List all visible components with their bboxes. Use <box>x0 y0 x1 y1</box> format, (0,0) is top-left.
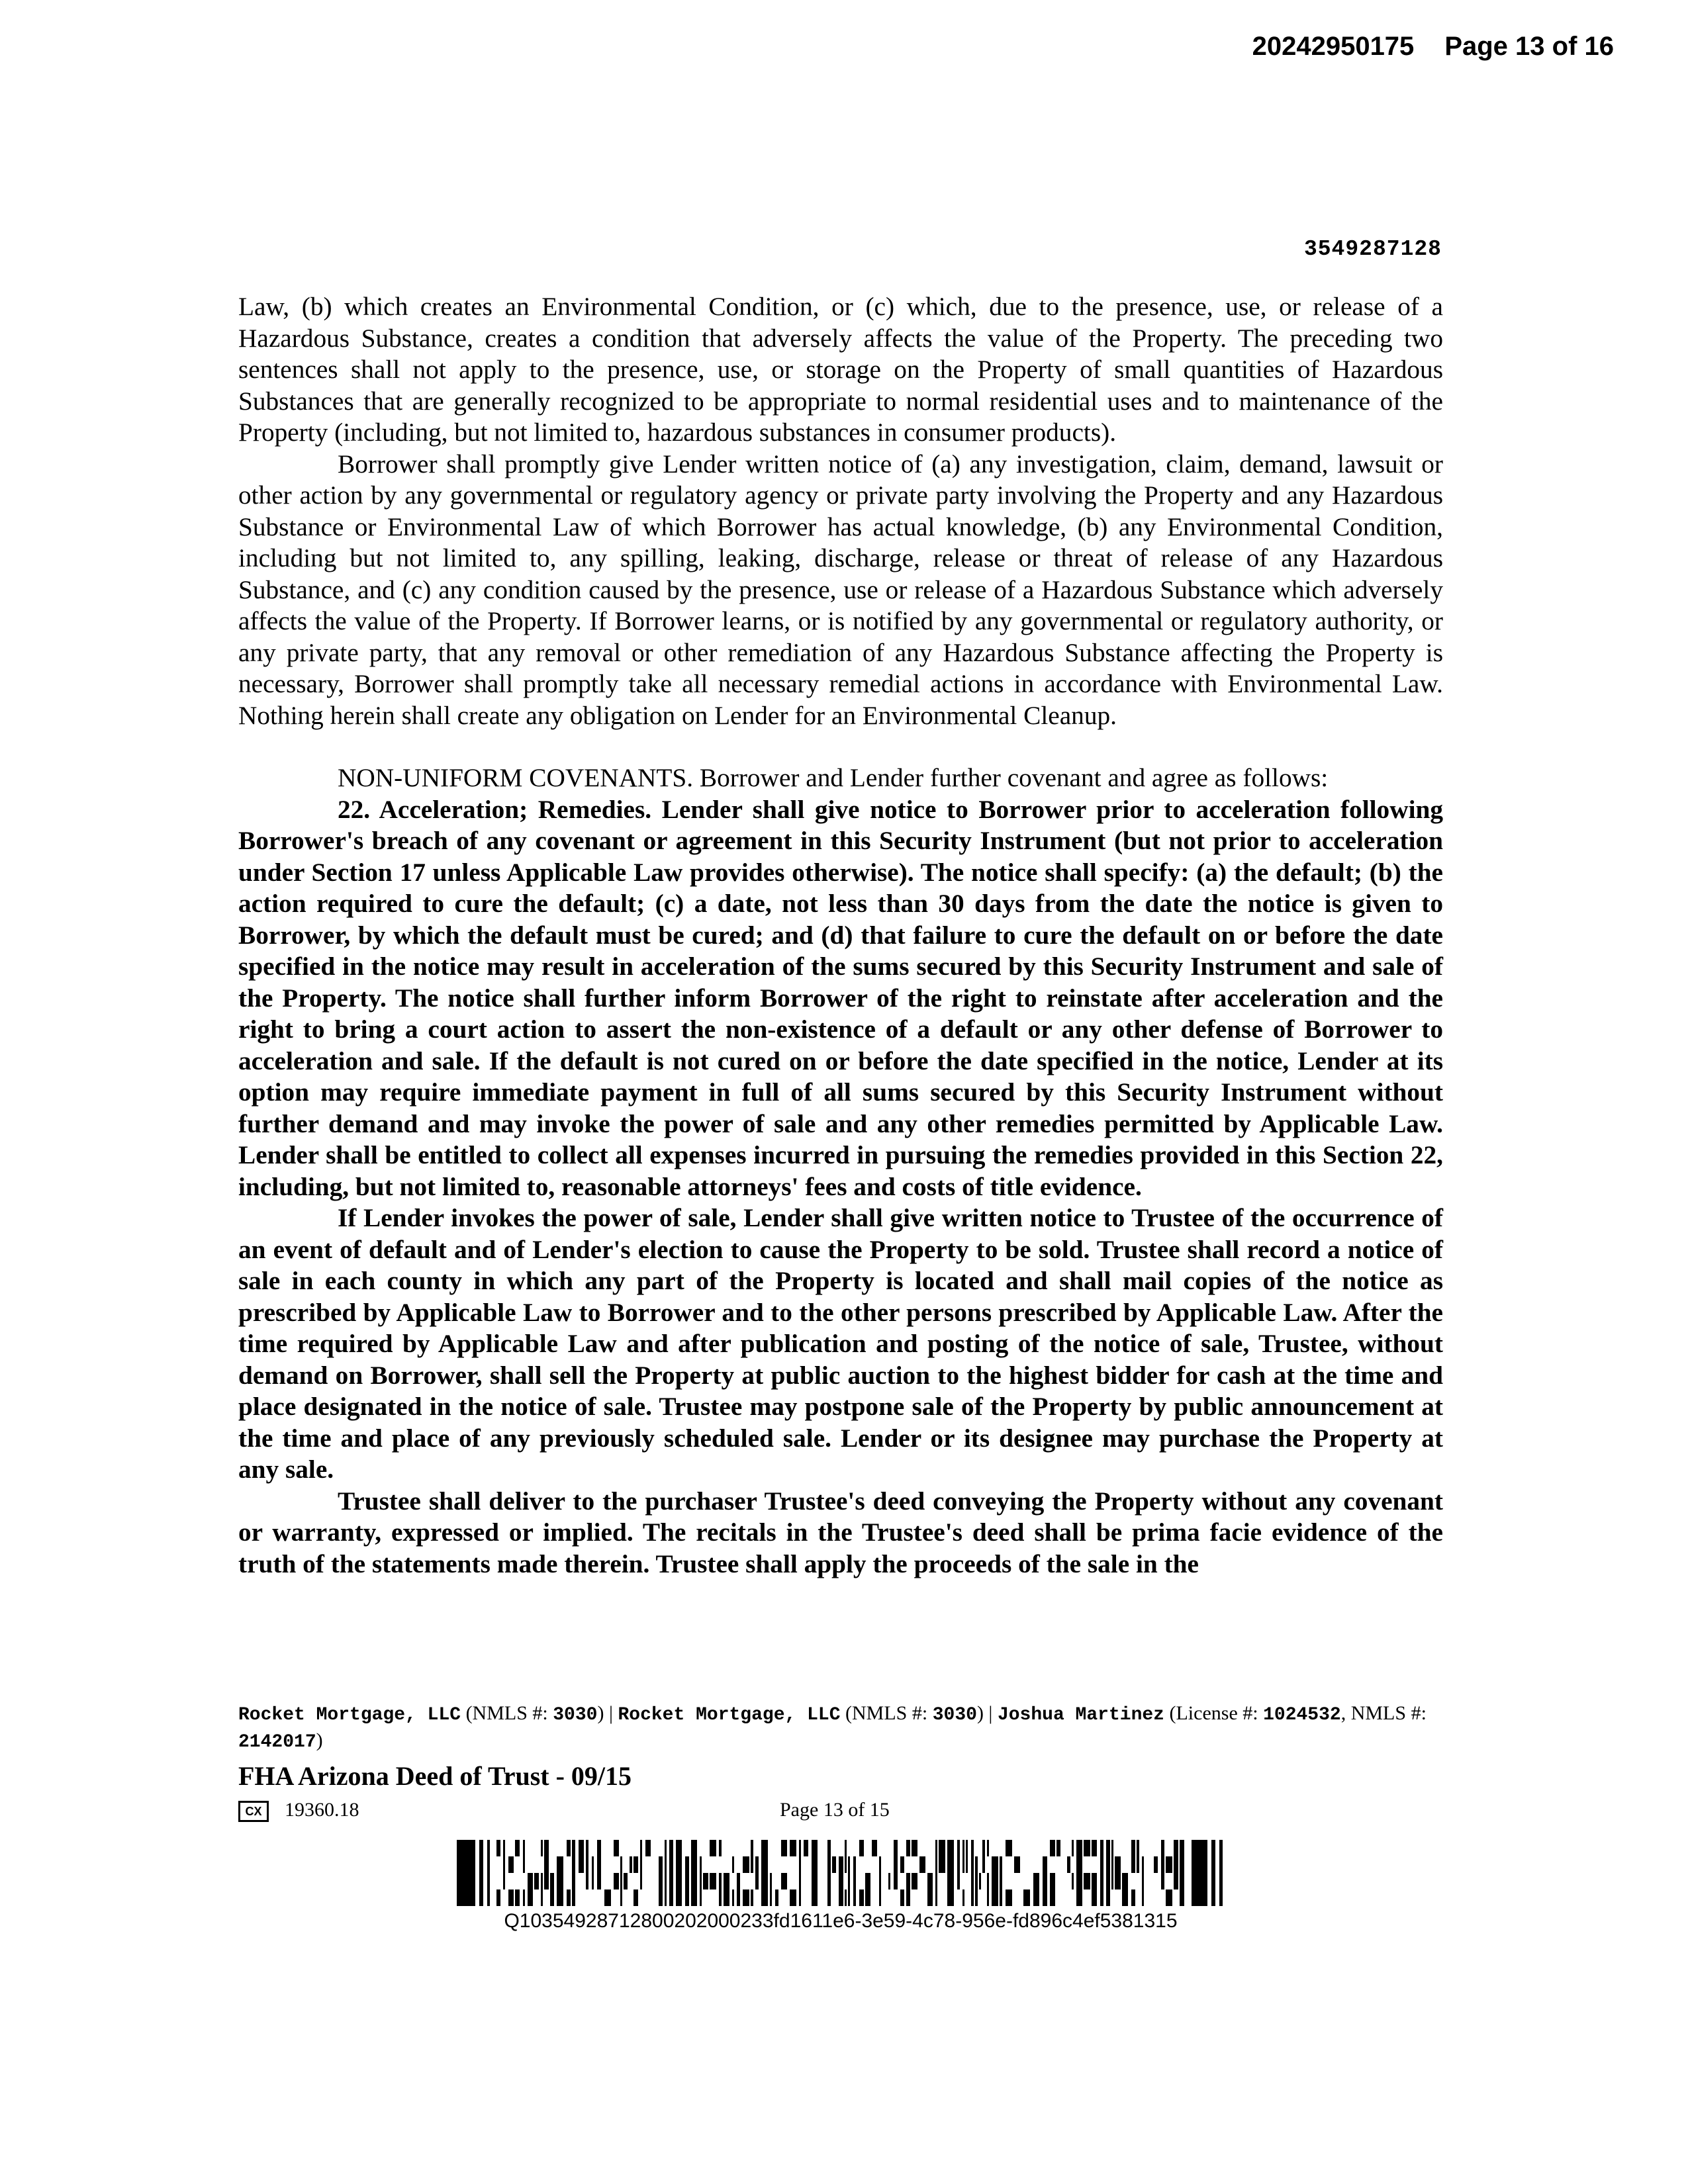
cx-logo-icon: CX <box>238 1801 269 1822</box>
paragraph-trustee-deed: Trustee shall deliver to the purchaser Trustee's deed conveying the Property without any covenant or warranty, expressed or implied. The recitals in the Trustee's deed shall be prima facie evidence of the truth of the statements made therein. Trustee shall apply the proceeds of the sale in the <box>238 1486 1443 1578</box>
originator-nmls: 2142017 <box>238 1732 316 1752</box>
barcode-icon <box>457 1840 1225 1906</box>
paragraph-power-of-sale: If Lender invokes the power of sale, Lender shall give written notice to Trustee of the occurrence of an event of default and of Lender's election to cause the Property to be sold. Trustee shall record a notice of sale in each county in which any part of the Property is located and shall mail copies of the notice as prescribed by Applicable Law to Borrower and to the other persons prescribed by Applicable Law. After the time required by Applicable Law and after publication and posting of the notice of sale, Trustee, without demand on Borrower, shall sell the Property at public auction to the highest bidder for cash at the time and place designated in the notice of sale. Trustee may postpone sale of the Property by public announcement at the time and place of any previously scheduled sale. Lender or its designee may purchase the Property at any sale. <box>238 1203 1443 1484</box>
lender-name: Rocket Mortgage, LLC <box>238 1705 461 1725</box>
loan-number: 3549287128 <box>1303 237 1442 261</box>
paragraph-borrower-notice: Borrower shall promptly give Lender written notice of (a) any investigation, claim, demand, lawsuit or other action by any governmental or regulatory agency or private party involving the Property and any Hazardous Substance or Environmental Law of which Borrower has actual knowledge, (b) any Environmental Condition, including but not limited to, any spilling, leaking, discharge, release or threat of release of any Hazardous Substance, and (c) any condition caused by the presence, use or release of a Hazardous Substance which adversely affects the value of the Property. If Borrower learns, or is notified by any governmental or regulatory authority, or any private party, that any removal or other remediation of any Hazardous Substance affecting the Property is necessary, Borrower shall promptly take all necessary remedial actions in accordance with Environmental Law. Nothing herein shall create any obligation on Lender for an Environmental Cleanup. <box>238 449 1443 730</box>
form-title: FHA Arizona Deed of Trust - 09/15 <box>238 1761 632 1791</box>
lender-nmls: 3030 <box>553 1705 598 1725</box>
form-page-number: Page 13 of 15 <box>780 1799 890 1821</box>
paragraph-hazardous-continued: Law, (b) which creates an Environmental Condition, or (c) which, due to the presence, use, or release of a Hazardous Substance, creates a condition that adversely affects the value of the Property. The preceding two sentences shall not apply to the presence, use, or storage on the Property of small quantities of Hazardous Substances that are generally recognized to be appropriate to normal residential uses and to maintenance of the Property (including, but not limited to, hazardous substances in consumer products). <box>238 292 1443 447</box>
lender-nmls: 3030 <box>932 1705 977 1725</box>
paragraph-non-uniform-covenants: NON-UNIFORM COVENANTS. Borrower and Lender further covenant and agree as follows: <box>338 763 1329 792</box>
paragraph-acceleration-remedies: 22. Acceleration; Remedies. Lender shall give notice to Borrower prior to acceleration following Borrower's breach of any covenant or agreement in this Security Instrument (but not prior to acceleration under Section 17 unless Applicable Law provides otherwise). The notice shall specify: (a) the default; (b) the action required to cure the default; (c) a date, not less than 30 days from the date the notice is given to Borrower, by which the default must be cured; and (d) that failure to cure the default on or before the date specified in the notice may result in acceleration of the sums secured by this Security Instrument and sale of the Property. The notice shall further inform Borrower of the right to reinstate after acceleration and the right to bring a court action to assert the non-existence of a default or any other defense of Borrower to acceleration and sale. If the default is not cured on or before the date specified in the notice, Lender at its option may require immediate payment in full of all sums secured by this Security Instrument without further demand and may invoke the power of sale and any other remedies permitted by Applicable Law. Lender shall be entitled to collect all expenses incurred in pursuing the remedies provided in this Section 22, including, but not limited to, reasonable attorneys' fees and costs of title evidence. <box>238 794 1443 1201</box>
form-code: 19360.18 <box>285 1799 359 1821</box>
originator-name: Joshua Martinez <box>997 1705 1164 1725</box>
license-number: 1024532 <box>1263 1705 1341 1725</box>
lender-name: Rocket Mortgage, LLC <box>618 1705 841 1725</box>
barcode-text: Q10354928712800202000233fd1611e6-3e59-4c78-956e-fd896c4ef5381315 <box>504 1910 1178 1932</box>
recording-header <box>1252 32 1614 62</box>
footer-lender-info: Rocket Mortgage, LLC (NMLS #: 3030) | Rocket Mortgage, LLC (NMLS #: 3030) | Joshua Martinez (License #: 1024532, NMLS #: 2142017) <box>238 1702 1427 1752</box>
document-body <box>238 291 1443 1580</box>
recording-number: 20242950175 <box>1252 32 1415 61</box>
recording-page-label: Page 13 of 16 <box>1444 32 1614 61</box>
